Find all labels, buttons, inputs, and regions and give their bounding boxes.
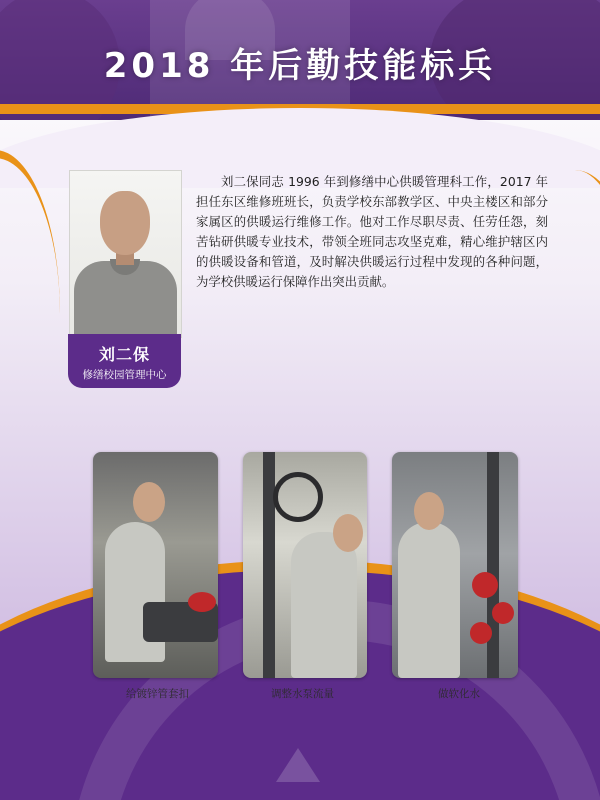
worker-head [133,482,165,522]
photo-caption [114,686,189,701]
photo-caption-text: 做软化水 [438,688,480,700]
red-valve [492,602,514,624]
page-title: 2018 年后勤技能标兵 [103,46,497,86]
vertical-pipe [263,452,275,678]
biography-text: 刘二保同志 1996 年到修缮中心供暖管理科工作，2017 年担任东区维修班班长，负责学校东部教学区、中央主楼区和部分家属区的供暖运行维修工作。他对工作尽职尽责、任劳任怨，刻苦钻研供暖专业技术，带领全班同志攻坚克难，精心维护辖区内的供暖设备和管道，及时解决供暖运行过程中发现的各种问题，为学校供暖运行保障作出突出贡献。 [196,174,548,289]
person-department: 修缮校园管理中心 [82,369,167,381]
star-emblem [276,748,320,782]
worker-figure [291,532,357,678]
header-banner [0,0,600,120]
work-photo [93,452,218,678]
red-valve [472,572,498,598]
red-machine-part [188,592,216,612]
photo-caption [259,686,334,701]
vertical-pipe [487,452,499,678]
decorative-arc [0,150,60,478]
work-photo [392,452,518,678]
bullet-square-icon [259,689,266,696]
portrait-head [100,191,150,255]
work-photo [243,452,367,678]
bullet-square-icon [114,689,121,696]
worker-head [333,514,363,552]
valve-wheel [273,472,323,522]
red-valve [470,622,492,644]
photo-caption-text: 调整水泵流量 [271,688,334,700]
bullet-square-icon [426,689,433,696]
worker-figure [398,522,460,678]
person-name: 刘二保 [98,345,150,364]
name-plate [68,334,181,388]
portrait-photo [69,170,182,338]
worker-head [414,492,444,530]
photo-caption-text: 给镀锌管套扣 [126,688,189,700]
photo-caption [426,686,480,701]
